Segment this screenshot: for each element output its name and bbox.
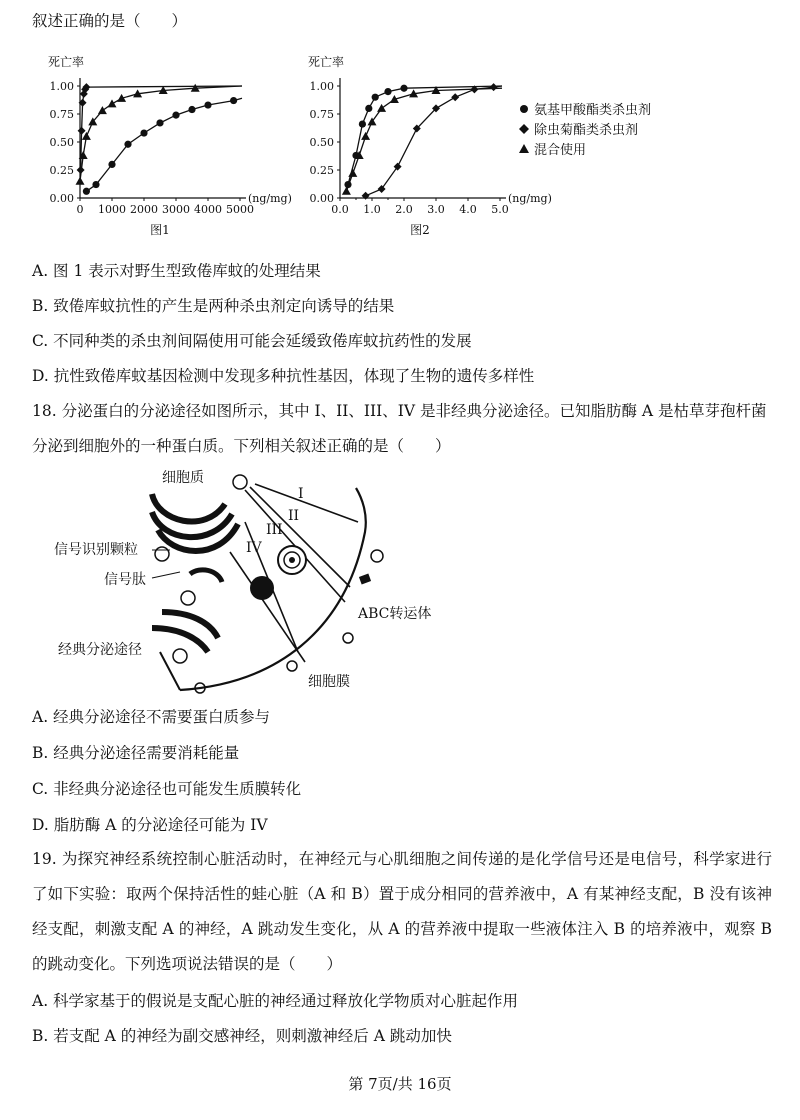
vesicle xyxy=(181,591,195,605)
series-line xyxy=(81,86,242,170)
q17-option-a: A. 图 1 表示对野生型致倦库蚊的处理结果 xyxy=(32,262,321,280)
data-point-triangle xyxy=(348,169,357,177)
route-i-label: I xyxy=(298,486,304,502)
data-point-circle xyxy=(140,129,147,136)
cytoplasm-label: 细胞质 xyxy=(162,470,204,486)
y-tick-label: 0.75 xyxy=(309,108,334,121)
page-footer: 第 7页/共 16页 xyxy=(348,1075,452,1093)
data-point-triangle xyxy=(342,187,351,195)
q18-option-c: C. 非经典分泌途径也可能发生质膜转化 xyxy=(32,780,302,798)
q17-option-d: D. 抗性致倦库蚊基因检测中发现多种抗性基因，体现了生物的遗传多样性 xyxy=(32,367,535,385)
vesicle-iv xyxy=(250,576,274,600)
data-point-circle xyxy=(188,106,195,113)
vesicle xyxy=(173,649,187,663)
cell-membrane-label: 细胞膜 xyxy=(308,674,350,690)
x-tick-label: 0.0 xyxy=(331,203,349,216)
series-line xyxy=(348,86,502,185)
x-tick-label: 2000 xyxy=(130,203,158,216)
q18-option-a: A. 经典分泌途径不需要蛋白质参与 xyxy=(32,708,271,726)
data-point-diamond xyxy=(78,127,86,135)
data-point-triangle xyxy=(108,99,117,107)
ribosome-icon xyxy=(155,547,169,561)
route-i-line xyxy=(255,484,358,522)
data-point-circle xyxy=(124,141,131,148)
protein-icon xyxy=(343,633,353,643)
chart-figure-2 xyxy=(308,54,552,237)
route-iii-label: III xyxy=(266,522,283,538)
y-axis-label: 死亡率 xyxy=(308,55,345,69)
data-point-triangle xyxy=(368,117,377,125)
data-point-circle xyxy=(372,94,379,101)
q19-option-a: A. 科学家基于的假说是支配心脏的神经通过释放化学物质对心脏起作用 xyxy=(32,992,519,1010)
q19-option-b: B. 若支配 A 的神经为副交感神经，则刺激神经后 A 跳动加快 xyxy=(32,1027,452,1045)
q17-option-c: C. 不同种类的杀虫剂间隔使用可能会延缓致倦库蚊抗药性的发展 xyxy=(32,332,472,350)
protein-icon xyxy=(371,550,383,562)
data-point-circle xyxy=(108,161,115,168)
legend-item-pyrethroid xyxy=(519,122,638,138)
data-point-circle xyxy=(172,112,179,119)
x-tick-label: 0 xyxy=(76,203,84,216)
y-tick-label: 1.00 xyxy=(49,80,74,93)
y-tick-label: 0.25 xyxy=(49,164,74,177)
abc-transporter-icon xyxy=(359,574,371,585)
legend-label-pyrethroid: 除虫菊酯类杀虫剂 xyxy=(534,123,639,138)
legend-label-mixed: 混合使用 xyxy=(534,143,587,158)
data-point-circle xyxy=(204,101,211,108)
x-tick-label: 2.0 xyxy=(395,203,413,216)
data-point-circle xyxy=(359,120,366,127)
data-point-diamond xyxy=(378,185,386,193)
data-point-triangle xyxy=(98,106,107,114)
data-point-circle xyxy=(92,181,99,188)
data-point-circle xyxy=(365,105,372,112)
data-point-diamond xyxy=(490,83,498,91)
x-tick-label: 1.0 xyxy=(363,203,381,216)
legend-label-carbamate: 氨基甲酸酯类杀虫剂 xyxy=(534,103,652,118)
y-tick-label: 0.00 xyxy=(309,192,334,205)
x-tick-label: 4.0 xyxy=(459,203,477,216)
data-point-triangle xyxy=(377,104,386,112)
x-axis-label: (ng/mg) xyxy=(508,192,552,205)
x-tick-label: 1000 xyxy=(98,203,126,216)
y-tick-label: 0.75 xyxy=(49,108,74,121)
x-tick-label: 5.0 xyxy=(491,203,509,216)
series-line xyxy=(80,86,242,181)
q17-stem-tail: 叙述正确的是（ ） xyxy=(32,12,188,30)
classical-pathway-label: 经典分泌途径 xyxy=(58,642,142,658)
data-point-circle xyxy=(156,119,163,126)
x-tick-label: 3.0 xyxy=(427,203,445,216)
series-line xyxy=(366,86,502,196)
golgi-apparatus xyxy=(190,570,222,582)
secretion-pathway-diagram xyxy=(40,462,460,702)
y-tick-label: 1.00 xyxy=(309,80,334,93)
data-point-circle xyxy=(400,85,407,92)
data-point-triangle xyxy=(361,132,370,140)
q17-figure xyxy=(0,40,800,290)
q19-stem: 19. 为探究神经系统控制心脏活动时，在神经元与心肌细胞之间传递的是化学信号还是电信号，科学家进行了如下实验：取两个保持活性的蛙心脏（A 和 B）置于成分相同的营养液中，A 有某神经支配，B 没有该神经支配，刺激支配 A 的神经，A 跳动发生变化，从 A 的营养液中提取一些液体注入 B 的培养液中，观察 B 的跳动变化。下列选项说法错误的是（ ） xyxy=(32,850,772,973)
x-tick-label: 5000 xyxy=(226,203,254,216)
y-tick-label: 0.50 xyxy=(49,136,74,149)
q17-option-b: B. 致倦库蚊抗性的产生是两种杀虫剂定向诱导的结果 xyxy=(32,297,395,315)
x-tick-label: 3000 xyxy=(162,203,190,216)
legend-item-carbamate xyxy=(520,102,651,118)
protein-icon xyxy=(233,475,247,489)
route-ii-label: II xyxy=(288,508,300,524)
chart-title: 图2 xyxy=(410,223,430,237)
data-point-triangle xyxy=(76,177,85,185)
y-axis-label: 死亡率 xyxy=(48,55,85,69)
y-tick-label: 0.25 xyxy=(309,164,334,177)
chart-figure-1 xyxy=(48,54,292,237)
chart-legend xyxy=(519,102,651,158)
data-point-circle xyxy=(230,97,237,104)
q18-stem-line2: 分泌到细胞外的一种蛋白质。下列相关叙述正确的是（ ） xyxy=(32,437,451,455)
q18-option-b: B. 经典分泌途径需要消耗能量 xyxy=(32,744,240,762)
chart-title: 图1 xyxy=(150,223,170,237)
x-tick-label: 4000 xyxy=(194,203,222,216)
route-iv-label: IV xyxy=(246,540,262,556)
q18-option-d: D. 脂肪酶 A 的分泌途径可能为 IV xyxy=(32,816,268,834)
legend-item-mixed xyxy=(519,142,586,158)
signal-peptide-label: 信号肽 xyxy=(104,572,146,588)
q18-stem-line1: 18. 分泌蛋白的分泌途径如图所示，其中 I、II、III、IV 是非经典分泌途径。已知脂肪酶 A 是枯草芽孢杆菌 xyxy=(32,402,767,420)
y-tick-label: 0.50 xyxy=(309,136,334,149)
x-axis-label: (ng/mg) xyxy=(248,192,292,205)
data-point-diamond xyxy=(451,93,459,101)
y-tick-label: 0.00 xyxy=(49,192,74,205)
data-point-circle xyxy=(384,88,391,95)
abc-transporter-label: ABC转运体 xyxy=(358,606,432,622)
data-point-circle xyxy=(83,188,90,195)
series-line xyxy=(86,98,242,191)
protein-icon xyxy=(287,661,297,671)
srp-label: 信号识别颗粒 xyxy=(54,542,138,558)
endoplasmic-reticulum xyxy=(152,494,225,522)
